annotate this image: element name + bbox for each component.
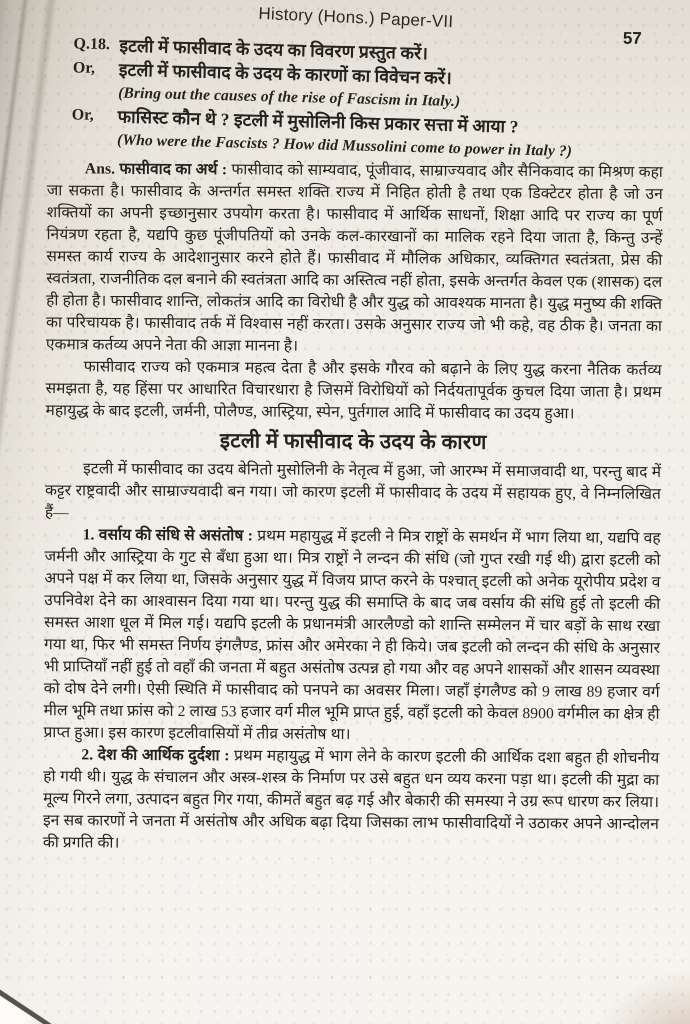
- question-text-hindi: इटली में फासीवाद के उदय के कारणों का विवेचन करें।: [118, 59, 453, 88]
- cause-point-1: [43, 524, 660, 748]
- cause-point-1-text: प्रथम महायुद्ध में इटली ने मित्र राष्ट्रों के समर्थन में भाग लिया था, यद्यपि वह जर्मनी और आस्ट्रिया के गुट से बँधा हुआ था। मित्र राष्ट्रों ने लन्दन की संधि (जो गुप्त रखी गई थी) द्वारा इटली को अपने पक्ष में कर लिया था, जिसके अनुसार युद्ध में विजय प्राप्त करने के पश्चात् इटली को अनेक यूरोपीय प्रदेश व उपनिवेश देने का आश्वासन दिया गया था। परन्तु युद्ध की समाप्ति के बाद जब वर्साय की संधि हुई तो इटली की समस्त आशा धूल में मिल गई। यद्यपि इटली के प्रधानमंत्री आरलैण्डो को शान्ति सम्मेलन में चार बड़ों के साथ रखा गया था, फिर भी समस्त निर्णय इंगलैण्ड, फ्रांस और अमेरका ने ही किये। जब इटली को लन्दन की संधि के अनुसार भी प्राप्तियाँ नहीं हुई तो वहाँ की जनता में बहुत असंतोष उत्पन्न हो गया और वह अपने शासकों और शासन व्यवस्था को दोष देने लगी। ऐसी स्थिति में फासीवाद को पनपने का अवसर मिला। जहाँ इंगलैण्ड को 9 लाख 89 हजार वर्ग मील भूमि तथा फ्रांस को 2 लाख 53 हजार वर्ग मील भूमि प्राप्त हुई, वहाँ इटली को केवल 8900 वर्गमील का क्षेत्र ही प्राप्त हुआ। इस कारण इटलीवासियों में तीव्र असंतोष था।: [43, 527, 661, 744]
- question-translation-english: (Bring out the causes of the rise of Fascism in Italy.): [118, 84, 461, 111]
- answer-paragraph-text: फासीवाद को साम्यवाद, पूंजीवाद, साम्राज्यवाद और सैनिकवाद का मिश्रण कहा जा सकता है। फासीवाद के अन्तर्गत समस्त शक्ति राज्य में निहित होती है तथा एक डिक्टेटर होता है जो उन शक्तियों का अपनी इच्छानुसार उपयोग करता है। फासीवाद में आर्थिक साधनों, शिक्षा आदि पर राज्य का पूर्ण नियंत्रण रहता है, यद्यपि कुछ पूंजीपतियों को उनके कल-कारखानों का मालिक रहने दिया जाता है, किन्तु उन्हें समस्त कार्य राज्य के आदेशानुसार करने होते हैं। फासीवाद में मौलिक अधिकार, व्यक्तिगत स्वतंत्रता, प्रेस की स्वतंत्रता, राजनीतिक दल बनाने की स्वतंत्रता आदि का अस्तित्व नहीं होता, इसके अन्तर्गत केवल एक (शासक) दल ही होता है। फासीवाद शान्ति, लोकतंत्र आदि का विरोधी है और युद्ध को आवश्यक मानता है। युद्ध मनुष्य की शक्ति का परिचायक है। फासीवाद तर्क में विश्वास नहीं करता। उसके अनुसार राज्य जो भी कहे, वह ठीक है। जनता का एकमात्र कर्तव्य अपने नेता की आज्ञा मानना है।: [45, 161, 664, 355]
- question-number: Q.18.: [73, 35, 111, 54]
- question-block: [71, 32, 634, 164]
- section-heading-causes: इटली में फासीवाद के उदय के कारण: [219, 430, 487, 454]
- question-text-hindi: फासिस्ट कौन थे ? इटली में मुसोलिनी किस प्रकार सत्ता में आया ?: [117, 106, 519, 137]
- cause-point-2: [43, 744, 660, 858]
- answer-paragraph-meaning: [46, 158, 663, 360]
- answer-paragraph-war-glory: फासीवाद राज्य को एकमात्र महत्व देता है और इसके गौरव को बढ़ाने के लिए युद्ध करना नैतिक कर्तव्य समझता है, यह हिंसा पर आधारित विचारधारा है जिसमें विरोधियों को निर्दयतापूर्वक कुचल दिया जाता है। प्रथम महायुद्ध के बाद इटली, जर्मनी, पोलैण्ड, आस्ट्रिया, स्पेन, पुर्तगाल आदि में फासीवाद का उदय हुआ।: [45, 358, 662, 423]
- causes-intro-paragraph: इटली में फासीवाद का उदय बेनितो मुसोलिनी के नेतृत्व में हुआ, जो आरम्भ में समाजवादी था, परन्तु बाद में कट्टर राष्ट्रवादी और साम्राज्यवादी बन गया। जो कारण इटली में फासीवाद के उदय में सहायक हुए, वे निम्नलिखित हैं—: [44, 460, 662, 522]
- question-translation-english: (Who were the Fascists ? How did Mussolini come to power in Italy ?): [116, 131, 573, 160]
- cause-point-1-heading: 1. वर्साय की संधि से असंतोष :: [82, 526, 258, 545]
- cause-point-2-text: प्रथम महायुद्ध में भाग लेने के कारण इटली की आर्थिक दशा बहुत ही शोचनीय हो गयी थी। युद्ध के संचालन और अस्त्र-शस्त्र के निर्माण पर उसे बहुत धन व्यय करना पड़ा था। इटली की मुद्रा का मूल्य गिरने लगा, उत्पादन बहुत गिर गया, कीमतें बहुत बढ़ गई और बेकारी की समस्या ने उग्र रूप धारण कर लिया। इन सब कारणों ने जनता में असंतोष और अधिक बढ़ा दिया जिसका लाभ फासीवादियों ने उठाकर अपने आन्दोलन की प्रगति की।: [42, 747, 660, 852]
- answer-lead-label: Ans. फासीवाद का अर्थ :: [84, 160, 232, 179]
- running-header-title: History (Hons.) Paper-VII: [258, 3, 454, 32]
- page-corner-fold: [0, 982, 54, 1024]
- page-number: 57: [622, 28, 642, 48]
- or-label: Or,: [72, 59, 96, 77]
- question-text-hindi: इटली में फासीवाद के उदय का विवरण प्रस्तुत करें।: [119, 35, 429, 64]
- cause-point-2-heading: 2. देश की आर्थिक दुर्दशा :: [81, 746, 235, 765]
- answer-body: [43, 158, 663, 858]
- or-label: Or,: [71, 106, 94, 124]
